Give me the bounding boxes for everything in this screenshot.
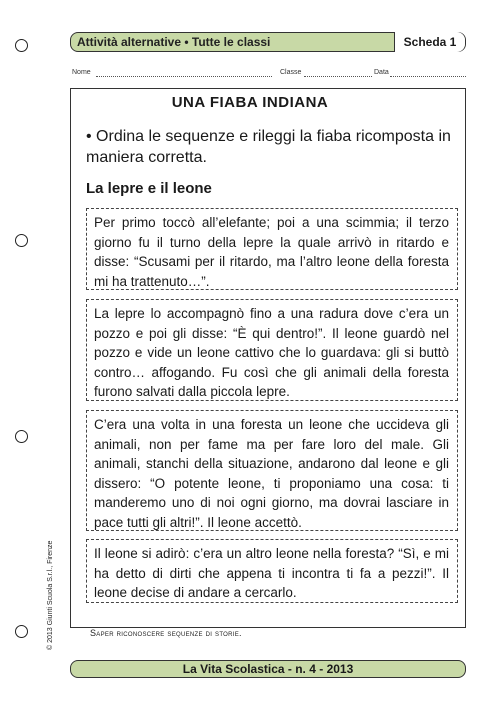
skill-note: Saper riconoscere sequenze di storie. xyxy=(90,628,242,638)
name-field[interactable] xyxy=(96,76,272,77)
name-label: Nome xyxy=(72,69,91,76)
category-label: Attività alternative • Tutte le classi xyxy=(77,35,271,49)
date-field[interactable] xyxy=(390,76,466,77)
header-bar xyxy=(70,32,466,52)
date-label: Data xyxy=(374,69,389,76)
sequence-box-2: La lepre lo accompagnò fino a una radura dove c’era un pozzo e poi gli disse: “È qui dentro!”. Il leone guardò nel pozzo e vide un leone cattivo che lo guardava: gli si buttò contro… affogando. Fu così che gli animali della foresta furono salvati dalla piccola lepre. xyxy=(86,299,458,401)
binder-hole xyxy=(15,234,28,247)
sequence-box-3: C’era una volta in una foresta un leone che uccideva gli animali, non per fame ma per fare loro del male. Gli animali, stanchi della situazione, andarono dal leone e gli dissero: “O potente leone, ti proponiamo una cosa: ti manderemo uno di noi ogni giorno, ma dovrai lasciare in pace tutti gli altri!”. Il leone accettò. xyxy=(86,410,458,531)
copyright-text: © 2013 Giunti Scuola S.r.l., Firenze xyxy=(47,540,54,650)
sequence-box-1: Per primo toccò all’elefante; poi a una scimmia; il terzo giorno fu il turno della lepre la quale arrivò in ritardo e disse: “Scusami per il ritardo, ma l’altro leone della foresta mi ha trattenuto…”. xyxy=(86,208,458,290)
instruction-text: • Ordina le sequenze e rileggi la fiaba ricomposta in maniera corretta. xyxy=(86,128,451,166)
class-field[interactable] xyxy=(304,76,372,77)
binder-hole xyxy=(15,430,28,443)
sheet-label: Scheda 1 xyxy=(394,32,465,52)
binder-hole xyxy=(15,39,28,52)
binder-hole xyxy=(15,625,28,638)
story-subtitle: La lepre e il leone xyxy=(86,180,212,197)
class-label: Classe xyxy=(280,69,302,76)
footer-bar: La Vita Scolastica - n. 4 - 2013 xyxy=(70,660,466,678)
sequence-box-4: Il leone si adirò: c’era un altro leone nella foresta? “Sì, e mi ha detto di dirti che appena ti incontra ti fa a pezzi!”. Il leone decise di andare a cercarlo. xyxy=(86,539,458,603)
page-title: UNA FIABA INDIANA xyxy=(171,94,329,111)
